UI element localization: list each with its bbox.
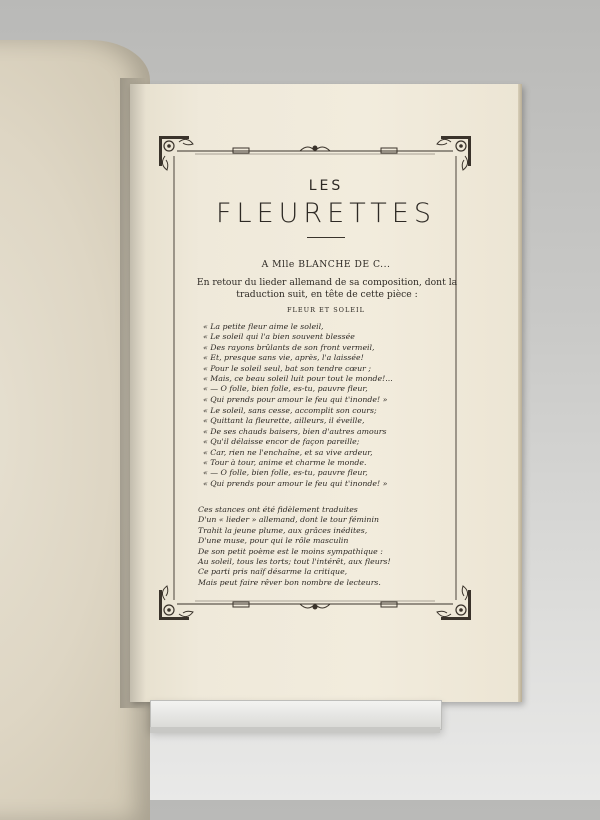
verse-line: « Car, rien ne l'enchaîne, et sa vive ardeur, <box>203 447 373 457</box>
bottom-fleuron <box>233 602 397 609</box>
stanza-1 <box>203 322 443 405</box>
verse-line: « Le soleil qui l'a bien souvent blessée <box>203 332 355 342</box>
verse-line: Trahit la jeune plume, aux grâces inédites, <box>198 525 368 535</box>
page-edge <box>518 84 522 702</box>
verse-line: « Quittant la fleurette, ailleurs, il éveille, <box>203 416 365 426</box>
stanza-2 <box>203 406 443 489</box>
verse-line: « Des rayons brûlants de son front vermeil, <box>203 342 375 352</box>
closing-verses <box>198 505 438 588</box>
poem-title: FLEUR ET SOLEIL <box>287 306 365 314</box>
verse-line: « Pour le soleil seul, bat son tendre cœur ; <box>203 363 371 373</box>
verse-line: « Qu'il délaisse encor de façon pareille; <box>203 437 360 447</box>
corner-ornament-top-left <box>159 136 193 170</box>
verse-line: « Tour à tour, anime et charme le monde. <box>203 458 367 468</box>
book-gutter <box>120 78 146 708</box>
verse-line: Mais peut faire rêver bon nombre de lecteurs. <box>198 577 381 587</box>
verse-line: « — O folle, bien folle, es-tu, pauvre fleur, <box>203 384 368 394</box>
book-stand-front <box>150 727 440 733</box>
verse-line: « De ses chauds baisers, bien d'autres amours <box>203 426 387 436</box>
verse-line: « Mais, ce beau soleil luit pour tout le monde!... <box>203 374 393 384</box>
verse-line: « La petite fleur aime le soleil, <box>203 322 324 331</box>
verse-line: « Et, presque sans vie, après, l'a laissée! <box>203 353 364 363</box>
verse-line: « Le soleil, sans cesse, accomplit son cours; <box>203 406 377 415</box>
verse-line: « — O folle, bien folle, es-tu, pauvre fleur, <box>203 468 368 478</box>
intro-line: En retour du lieder allemand de sa composition, dont la <box>196 277 458 288</box>
verse-line: Ces stances ont été fidèlement traduites <box>198 505 358 514</box>
title-rule <box>307 237 345 238</box>
verse-line: D'un « lieder » allemand, dont le tour féminin <box>198 515 379 525</box>
page-title: FLEURETTES <box>216 198 436 229</box>
verse-line: Ce parti pris naïf désarme la critique, <box>198 567 348 577</box>
intro-line: traduction suit, en tête de cette pièce : <box>236 289 418 300</box>
corner-ornament-bottom-left <box>159 586 193 620</box>
verse-line: De son petit poème est le moins sympathique : <box>198 546 383 556</box>
verse-line: « Qui prends pour amour le feu qui t'inonde! » <box>203 394 388 404</box>
verse-line: D'une muse, pour qui le rôle masculin <box>198 536 349 546</box>
corner-ornament-top-right <box>437 136 471 170</box>
verse-line: Au soleil, tous les torts; tout l'intérêt, aux fleurs! <box>198 557 391 567</box>
dedication: A Mlle BLANCHE DE C... <box>261 259 391 270</box>
corner-ornament-bottom-right <box>437 586 471 620</box>
top-fleuron <box>233 146 397 153</box>
intro-text <box>196 277 458 301</box>
book-stand <box>150 700 442 730</box>
title-small: LES <box>308 178 344 194</box>
verse-line: « Qui prends pour amour le feu qui t'inonde! » <box>203 478 388 488</box>
